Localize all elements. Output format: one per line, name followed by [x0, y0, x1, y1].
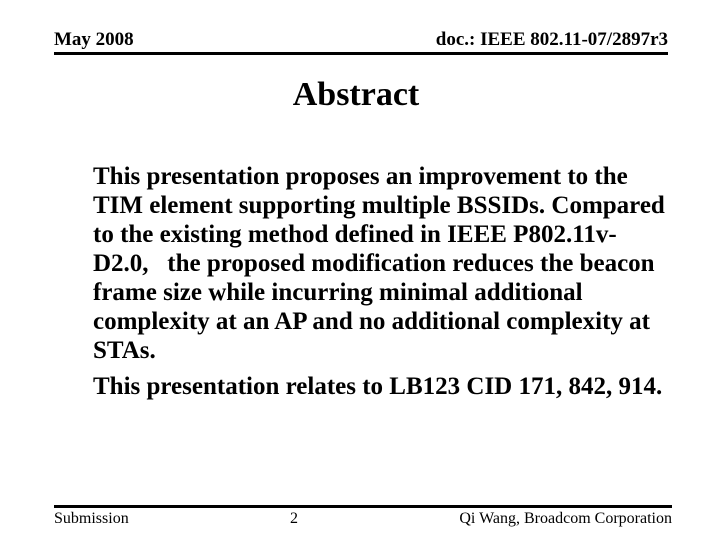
- body-line: D2.0, the proposed modification reduces the beacon: [93, 250, 655, 277]
- abstract-body: [93, 162, 693, 401]
- footer-page-number: 2: [290, 510, 299, 527]
- body-line: TIM element supporting multiple BSSIDs. Compared: [93, 192, 665, 219]
- footer-submission-label: Submission: [54, 510, 129, 527]
- body-paragraph-1: [93, 162, 693, 365]
- body-line: frame size while incurring minimal additional: [93, 279, 583, 306]
- slide-header: [54, 30, 668, 55]
- footer-author-credit: Qi Wang, Broadcom Corporation: [459, 510, 672, 527]
- body-paragraph-2: This presentation relates to LB123 CID 171, 842, 914.: [93, 373, 663, 400]
- header-date: May 2008: [54, 29, 134, 50]
- header-doc-number: doc.: IEEE 802.11-07/2897r3: [435, 29, 668, 50]
- slide-title: Abstract: [292, 76, 420, 113]
- slide-footer: [54, 505, 672, 528]
- body-line: STAs.: [93, 337, 156, 364]
- body-line: to the existing method defined in IEEE P802.11v-: [93, 221, 617, 248]
- body-line: This presentation proposes an improvement to the: [93, 163, 628, 190]
- body-line: complexity at an AP and no additional complexity at: [93, 308, 650, 335]
